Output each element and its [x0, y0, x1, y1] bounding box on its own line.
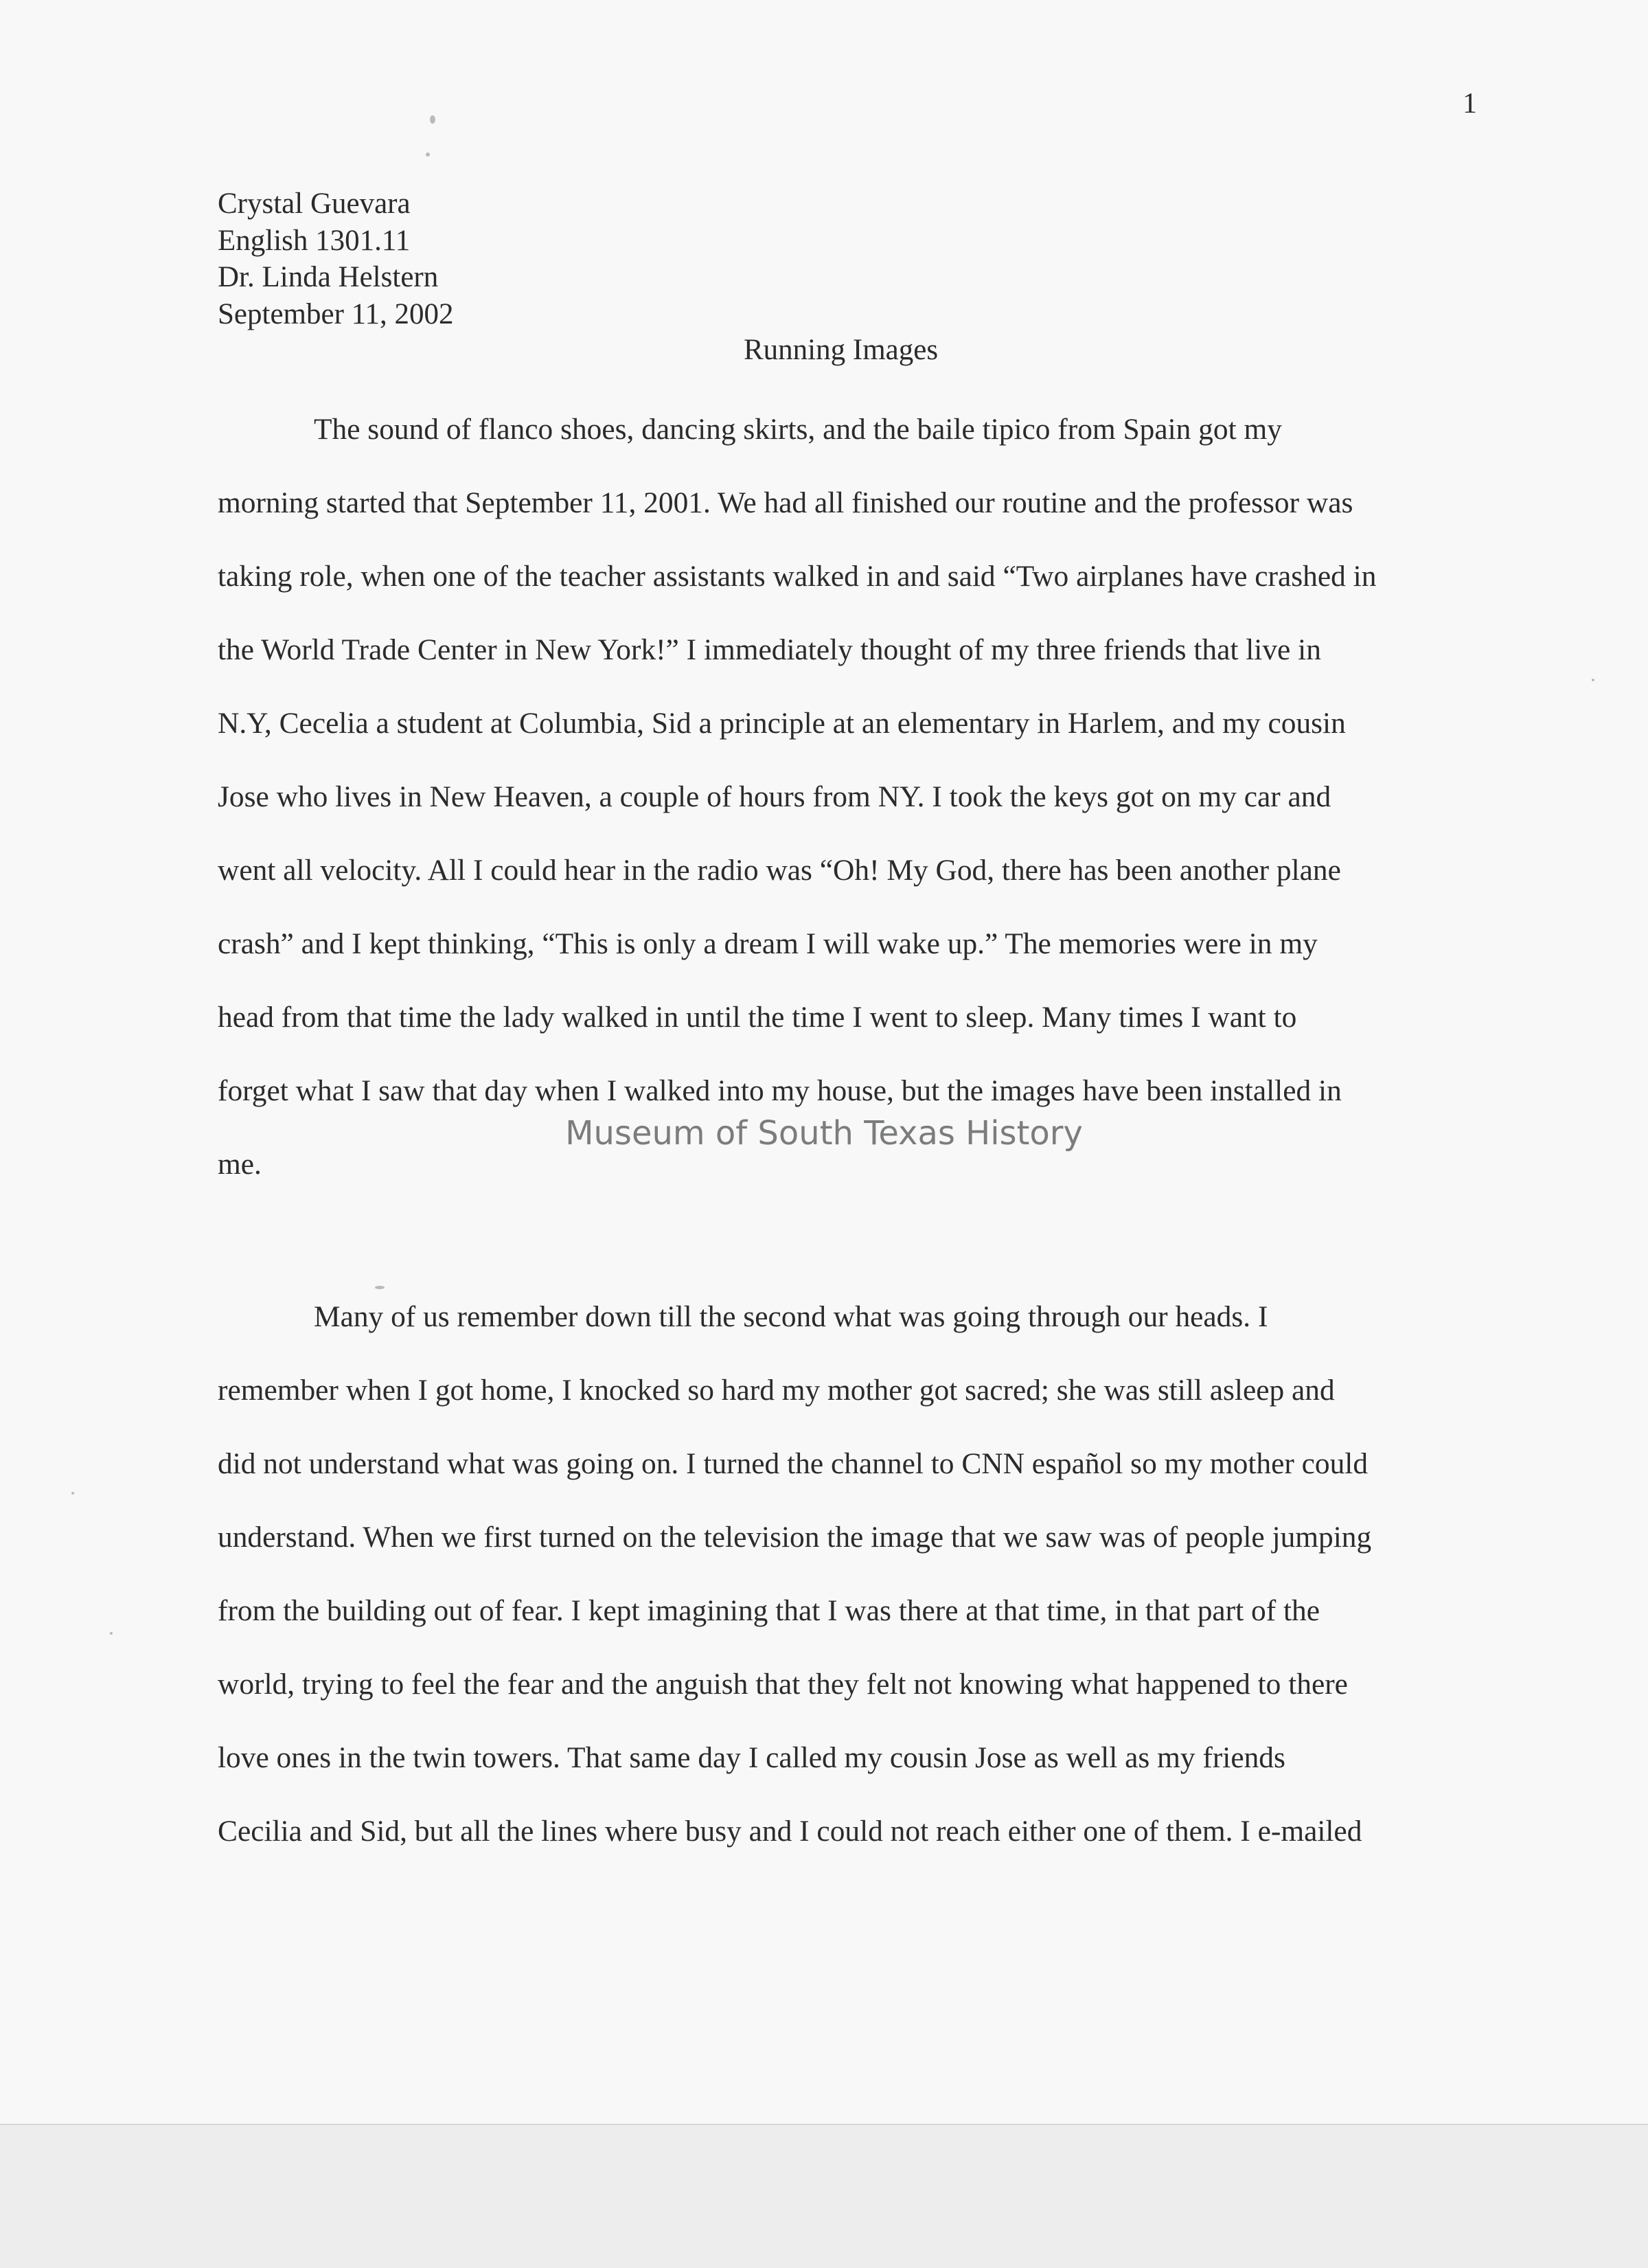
paragraph-2-line: Many of us remember down till the second what was going through our heads. I	[314, 1300, 1268, 1333]
heading-date: September 11, 2002	[218, 297, 454, 330]
student-heading	[218, 185, 454, 332]
paragraph-1-line: the World Trade Center in New York!” I immediately thought of my three friends that live in	[218, 633, 1321, 666]
scan-speck	[110, 1632, 113, 1635]
paragraph-2-line: did not understand what was going on. I turned the channel to CNN español so my mother could	[218, 1447, 1369, 1480]
paragraph-2-line: world, trying to feel the fear and the anguish that they felt not knowing what happened to there	[218, 1668, 1348, 1701]
scan-speck	[71, 1492, 74, 1495]
course-name: English 1301.11	[218, 224, 411, 257]
paragraph-2-line: understand. When we first turned on the television the image that we saw was of people jumping	[218, 1521, 1372, 1554]
page-number: 1	[1463, 88, 1477, 120]
paragraph-2-line: love ones in the twin towers. That same day I called my cousin Jose as well as my friends	[218, 1741, 1285, 1774]
author-name: Crystal Guevara	[218, 188, 411, 220]
paragraph-2-line: remember when I got home, I knocked so hard my mother got sacred; she was still asleep and	[218, 1374, 1335, 1407]
essay-title: Running Images	[744, 334, 939, 366]
scan-speck	[426, 152, 430, 157]
paragraph-1-line: The sound of flanco shoes, dancing skirts, and the baile tipico from Spain got my	[314, 413, 1282, 446]
scan-speck	[375, 1286, 385, 1289]
paragraph-1-line: Jose who lives in New Heaven, a couple of hours from NY. I took the keys got on my car and	[218, 780, 1331, 813]
paragraph-1-line: N.Y, Cecelia a student at Columbia, Sid a principle at an elementary in Harlem, and my cousin	[218, 707, 1346, 740]
instructor-name: Dr. Linda Helstern	[218, 261, 439, 293]
paragraph-1-line: forget what I saw that day when I walked into my house, but the images have been installed in	[218, 1074, 1342, 1107]
scan-speck	[430, 115, 435, 124]
museum-watermark: Museum of South Texas History	[565, 1114, 1083, 1153]
paragraph-1-line: head from that time the lady walked in until the time I went to sleep. Many times I want to	[218, 1001, 1297, 1034]
paragraph-1-line: went all velocity. All I could hear in the radio was “Oh! My God, there has been another plane	[218, 854, 1341, 887]
paragraph-2-line: Cecilia and Sid, but all the lines where busy and I could not reach either one of them. I e-mailed	[218, 1815, 1362, 1848]
paragraph-1-line: crash” and I kept thinking, “This is only a dream I will wake up.” The memories were in my	[218, 927, 1318, 960]
paragraph-2-line: from the building out of fear. I kept imagining that I was there at that time, in that part of the	[218, 1594, 1320, 1627]
paragraph-1-line: taking role, when one of the teacher assistants walked in and said “Two airplanes have crashed in	[218, 560, 1377, 593]
paragraph-1-line: me.	[218, 1148, 262, 1181]
paragraph-1-line: morning started that September 11, 2001. We had all finished our routine and the professor was	[218, 486, 1353, 519]
scan-speck	[1592, 679, 1594, 681]
